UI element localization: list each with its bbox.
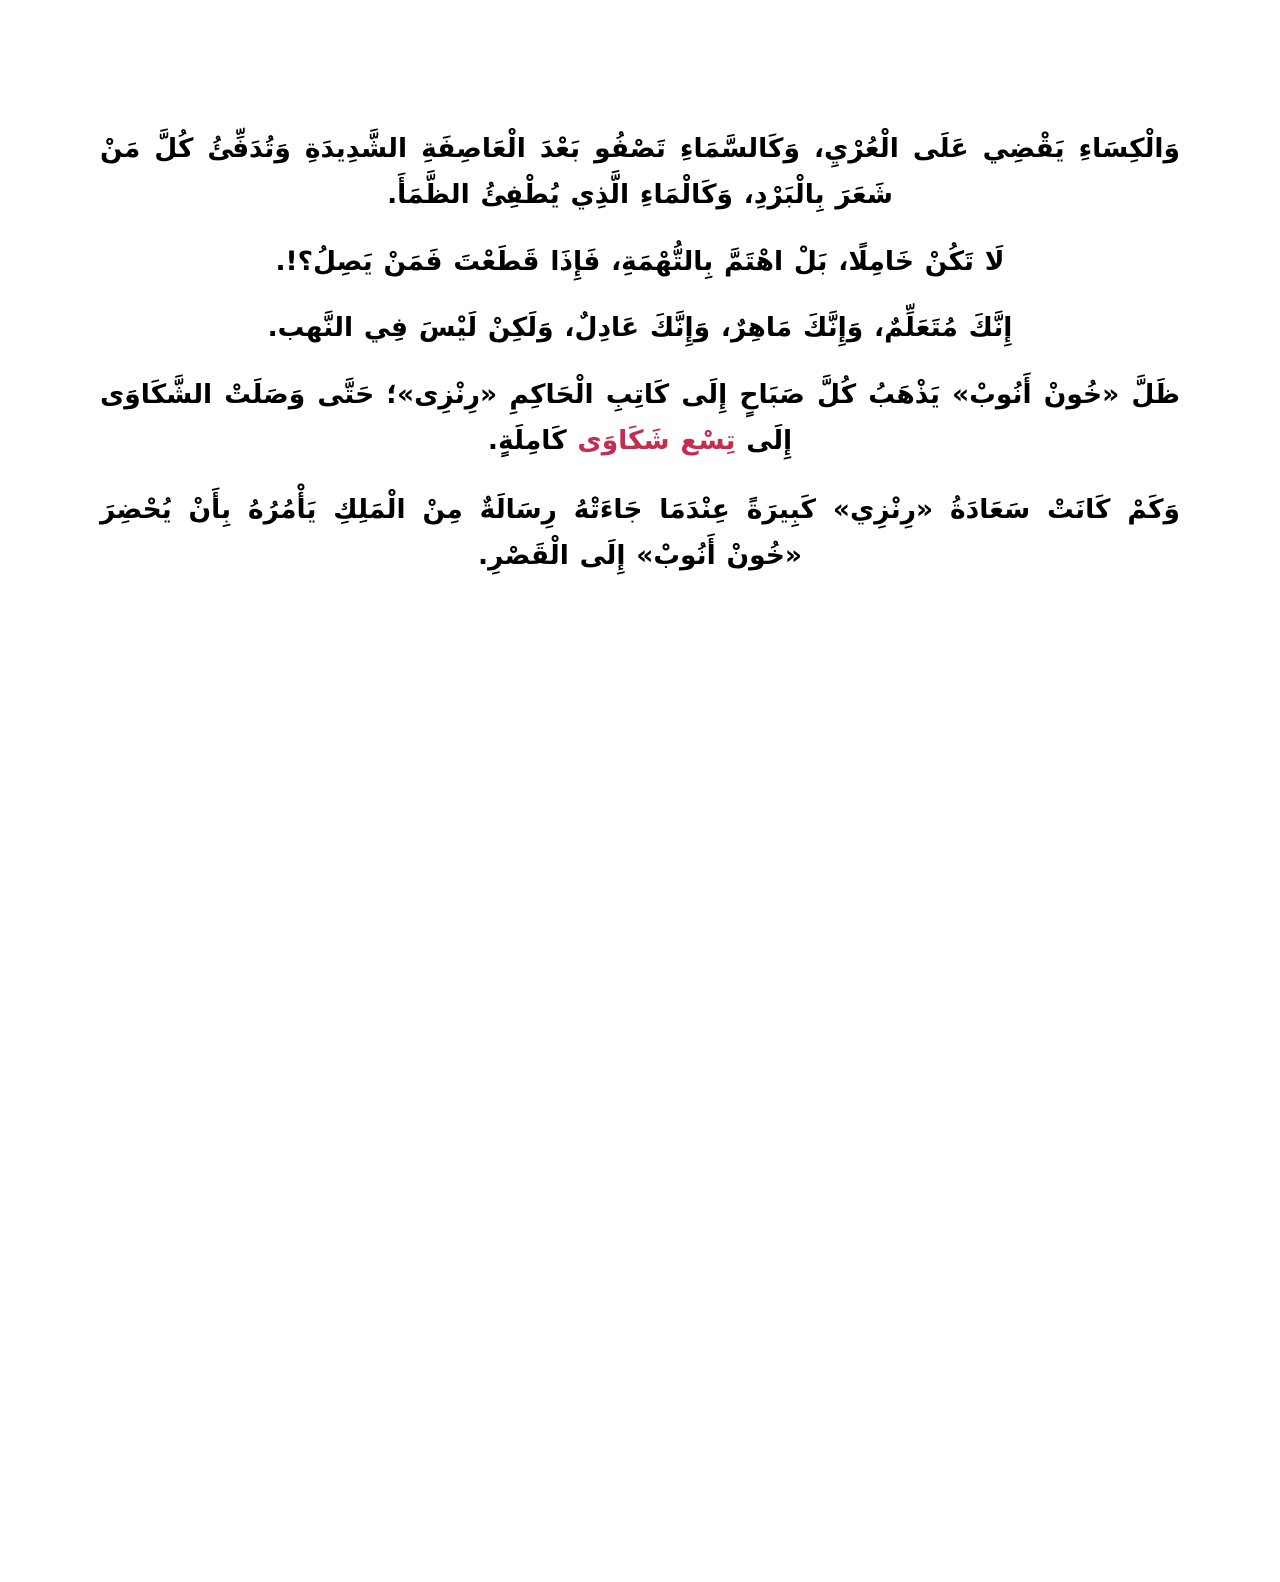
- paragraph-4-text-tail: كَامِلَةٍ.: [487, 424, 578, 456]
- paragraph-5: [100, 487, 1180, 578]
- character-name-rinzi-2: «رِنْزِي»: [832, 494, 934, 526]
- paragraph-4: [100, 372, 1180, 463]
- paragraph-5-text-lead: وَكَمْ كَانَتْ سَعَادَةُ: [933, 494, 1180, 526]
- paragraph-4-text-mid: يَذْهَبُ كُلَّ صَبَاحٍ إِلَى كَاتِبِ الْحَاكِمِ: [497, 379, 953, 411]
- paragraph-5-text-mid: كَبِيرَةً عِنْدَمَا جَاءَتْهُ رِسَالَةٌ مِنْ الْمَلِكِ يَأْمُرُهُ بِأَنْ يُحْضِرَ: [100, 494, 833, 526]
- highlighted-phrase-nine-complaints: تِسْع شَكَاوَى: [577, 424, 736, 456]
- paragraph-2: لَا تَكُنْ خَامِلًا، بَلْ اهْتَمَّ بِالتُّهْمَةِ، فَإِذَا قَطَعْتَ فَمَنْ يَصِلُ؟!.: [275, 246, 1005, 278]
- paragraph-4-text-after-name: ؛ حَتَّى وَصَلَتْ الشَّكَاوَى إِلَى: [100, 379, 793, 456]
- paragraph-1: وَالْكِسَاءِ يَقْضِي عَلَى الْعُرْيِ، وَكَالسَّمَاءِ تَصْفُو بَعْدَ الْعَاصِفَةِ الشَّدِيدَةِ وَتُدَفِّئُ كُلَّ مَنْ شَعَرَ بِالْبَرْدِ، وَكَالْمَاءِ الَّذِي يُطْفِئُ الظَّمَأَ.: [100, 133, 1180, 210]
- paragraph-3: إِنَّكَ مُتَعَلِّمٌ، وَإِنَّكَ مَاهِرٌ، وَإِنَّكَ عَادِلٌ، وَلَكِنْ لَيْسَ فِي النَّهب.: [267, 311, 1013, 343]
- paragraph-4-text-lead: ظَلَّ: [1119, 379, 1180, 411]
- character-name-khun-anup-2: «خُونْ أَنُوبْ»: [636, 540, 802, 572]
- character-name-rinzi: «رِنْزِى»: [396, 379, 498, 411]
- paragraph-5-text-tail: إِلَى الْقَصْرِ.: [478, 540, 637, 572]
- document-text-body: [100, 126, 1180, 579]
- character-name-khun-anup: «خُونْ أَنُوبْ»: [952, 379, 1120, 411]
